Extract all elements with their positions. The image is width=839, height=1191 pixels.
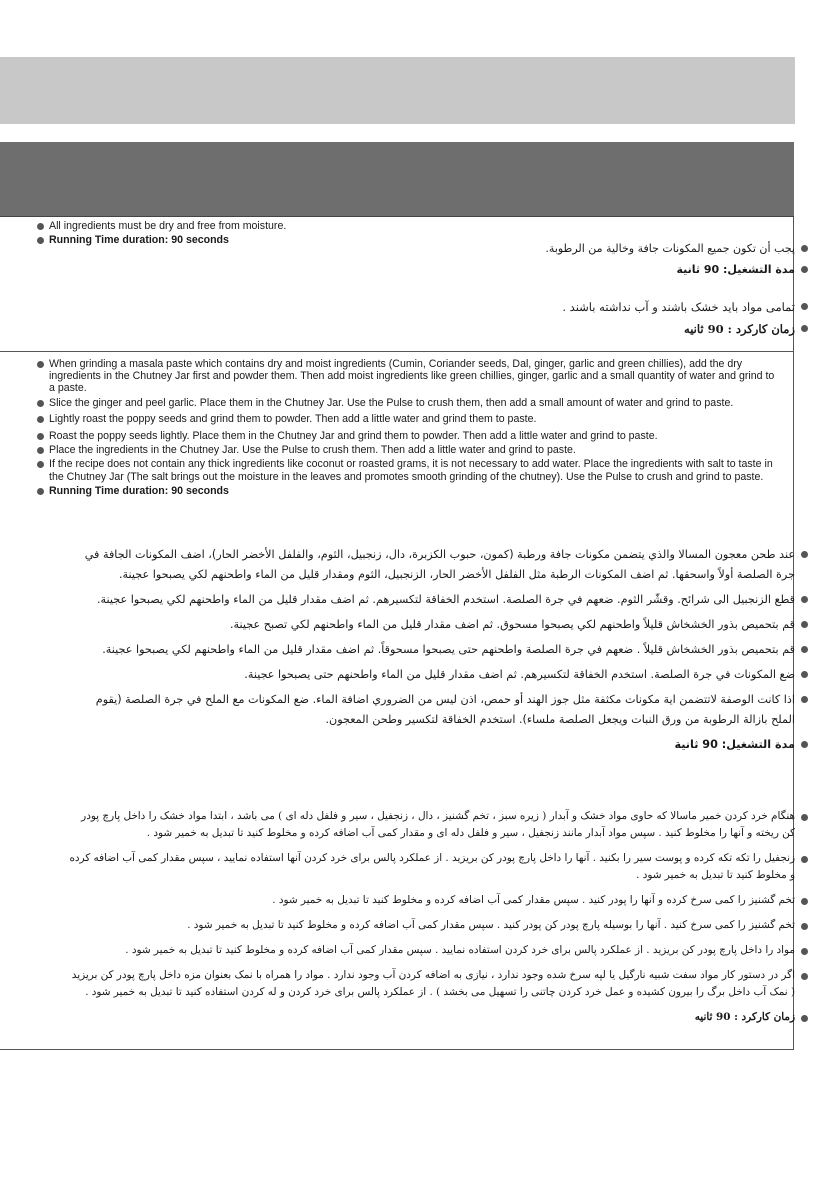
running-time-label: Running Time duration: 90 seconds bbox=[36, 234, 776, 246]
list-item: قم بتحميص بذور الخشخاش قليلاً . ضعهم في جرة الصلصة واطحنهم حتى يصبحوا مسحوقاً. ثم اضف مقدار قليل من الماء واطحنهم لكي يصبحوا عجينة. bbox=[69, 640, 809, 660]
list-item: اذا كانت الوصفة لاتتضمن اية مكونات مكثفة مثل جوز الهند أو حمص، اذن ليس من الضروري اضافة الماء. ضع المكونات مع الملح في جرة الصلصة (يقوم الملح بازالة الرطوبة من ورق النبات ويجعل الصلصة ملساء). استخدم الخفاقة لتكسير وطحن المعجون. bbox=[69, 690, 809, 730]
list-item: تمامی مواد باید خشک باشند و آب نداشته باشند . bbox=[289, 297, 809, 317]
list-item: يجب أن تكون جميع المكونات جافة وخالية من الرطوبة. bbox=[289, 239, 809, 258]
running-time-label: مدة التشغيل: 90 ثانية bbox=[289, 260, 809, 279]
list-item: Place the ingredients in the Chutney Jar. Use the Pulse to crush them. Then add a little water and grind to paste. bbox=[36, 444, 776, 456]
list-item: All ingredients must be dry and free from moisture. bbox=[36, 220, 776, 232]
list-item: Roast the poppy seeds lightly. Place them in the Chutney Jar and grind them to powder. Then add a little water and grind to paste. bbox=[36, 430, 776, 442]
running-time-label: زمان کارکرد : 90 ثانیه bbox=[69, 1009, 809, 1026]
list-item: تخم گشنیز را کمی سرخ کنید . آنها را بوسیله پارچ پودر کن پودر کنید . سپس مقدار کمی آب اضافه کرده و مخلوط کنید تا تبدیل به خمیر شود . bbox=[69, 917, 809, 934]
list-item: When grinding a masala paste which contains dry and moist ingredients (Cumin, Coriander seeds, Dal, ginger, garlic and green chillies), add the dry ingredients in the Chutney Jar first and powder them. Then add moist ingredients like green chillies, ginger, garlic and a small quantity of water and grind to a paste. bbox=[36, 358, 776, 395]
top-arabic-list bbox=[289, 239, 809, 284]
list-item: مواد را داخل پارچ پودر کن بریزید . از عملکرد پالس برای خرد کردن استفاده نمایید . سپس مقدار کمی آب اضافه کرده و مخلوط کنید تا تبدیل به خمیر شود . bbox=[69, 942, 809, 959]
list-item: تخم گشنیز را کمی سرخ کرده و آنها را پودر کنید . سپس مقدار کمی آب اضافه کرده و مخلوط کنید تا تبدیل به خمیر شود . bbox=[69, 892, 809, 909]
list-item: If the recipe does not contain any thick ingredients like coconut or roasted grams, it is not necessary to add water. Place the ingredients with salt to taste in the Chutney Jar (The salt brings out the moisture in the leaves and promotes smooth grinding of the chutney). Use the Pulse to crush and grind to paste. bbox=[36, 458, 776, 482]
running-time-label: مدة التشغيل: 90 ثانية bbox=[69, 735, 809, 755]
list-item: هنگام خرد کردن خمیر ماسالا که حاوی مواد خشک و آبدار ( زیره سبز ، تخم گشنیز ، دال ، زنجفیل ، سیر و فلفل دله ای ) می باشد ، ابتدا مواد خشک را داخل پارچ پودر کن ریخته و آنها را مخلوط کنید . سپس مواد آبدار مانند زنجفیل ، سیر و فلفل دله ای و مقدار کمی آب اضافه کرده و مخلوط کنید تا تبدیل به خمیر شود . bbox=[69, 808, 809, 842]
list-item: عند طحن معجون المسالا والذي يتضمن مكونات جافة ورطبة (كمون، حبوب الكزبرة، دال، زنجبيل، الثوم، والفلفل الأخضر الحار)، اضف المكونات الجافة في جرة الصلصة أولاً واسحقها. ثم اضف المكونات الرطبة مثل الفلفل الأخضر الحار، الزنجبيل، الثوم ومقدار قليل من الماء واطحنهم لكي يصبحوا عجينة. bbox=[69, 545, 809, 585]
section-divider bbox=[0, 351, 794, 352]
running-time-label: زمان کارکرد : 90 ثانیه bbox=[289, 319, 809, 339]
list-item: اگر در دستور کار مواد سفت شبیه نارگیل یا لپه سرخ شده وجود ندارد ، نیازی به اضافه کردن آب وجود ندارد . مواد را همراه با نمک بعنوان مزه داخل پارچ پودر کن بریزید ( نمک آب داخل برگ را بیرون کشیده و عمل خرد کردن چاتنی را تسهیل می بخشد ) . از عملکرد پالس برای خرد کردن و له کردن استفاده کنید تا تبدیل به خمیر شود . bbox=[69, 967, 809, 1001]
section-header-bar bbox=[0, 142, 794, 217]
list-item: قطع الزنجبيل الى شرائح. وقشّر الثوم. ضعهم في جرة الصلصة. استخدم الخفاقة لتكسيرهم. ثم اضف مقدار قليل من الماء واطحنهم لكي يصبحوا عجينة. bbox=[69, 590, 809, 610]
list-item: قم بتحميص بذور الخشخاش قليلاً واطحنهم لكي يصبحوا مسحوق. ثم اضف مقدار قليل من الماء واطحنهم لكي تصبح عجينة. bbox=[69, 615, 809, 635]
list-item: Lightly roast the poppy seeds and grind them to powder. Then add a little water and grind them to paste. bbox=[36, 413, 776, 425]
top-gray-band bbox=[0, 57, 795, 124]
top-persian-list bbox=[289, 297, 809, 347]
list-item: زنجفیل را تکه تکه کرده و پوست سیر را بکنید . آنها را داخل پارچ پودر کن بریزید . از عملکرد پالس برای خرد کردن آنها استفاده نمایید ، سپس مقدار کمی آب اضافه کرده و مخلوط کنید تا تبدیل به خمیر شود . bbox=[69, 850, 809, 884]
list-item: Slice the ginger and peel garlic. Place them in the Chutney Jar. Use the Pulse to crush them, then add a small amount of water and grind to paste. bbox=[36, 397, 776, 409]
running-time-label: Running Time duration: 90 seconds bbox=[36, 485, 776, 497]
list-item: ضع المكونات في جرة الصلصة. استخدم الخفاقة لتكسيرهم. ثم اضف مقدار قليل من الماء واطحنهم حتى يصبحوا عجينة. bbox=[69, 665, 809, 685]
bottom-persian-list bbox=[69, 808, 809, 1034]
bottom-arabic-list bbox=[69, 545, 809, 760]
bottom-english-list bbox=[36, 358, 776, 499]
